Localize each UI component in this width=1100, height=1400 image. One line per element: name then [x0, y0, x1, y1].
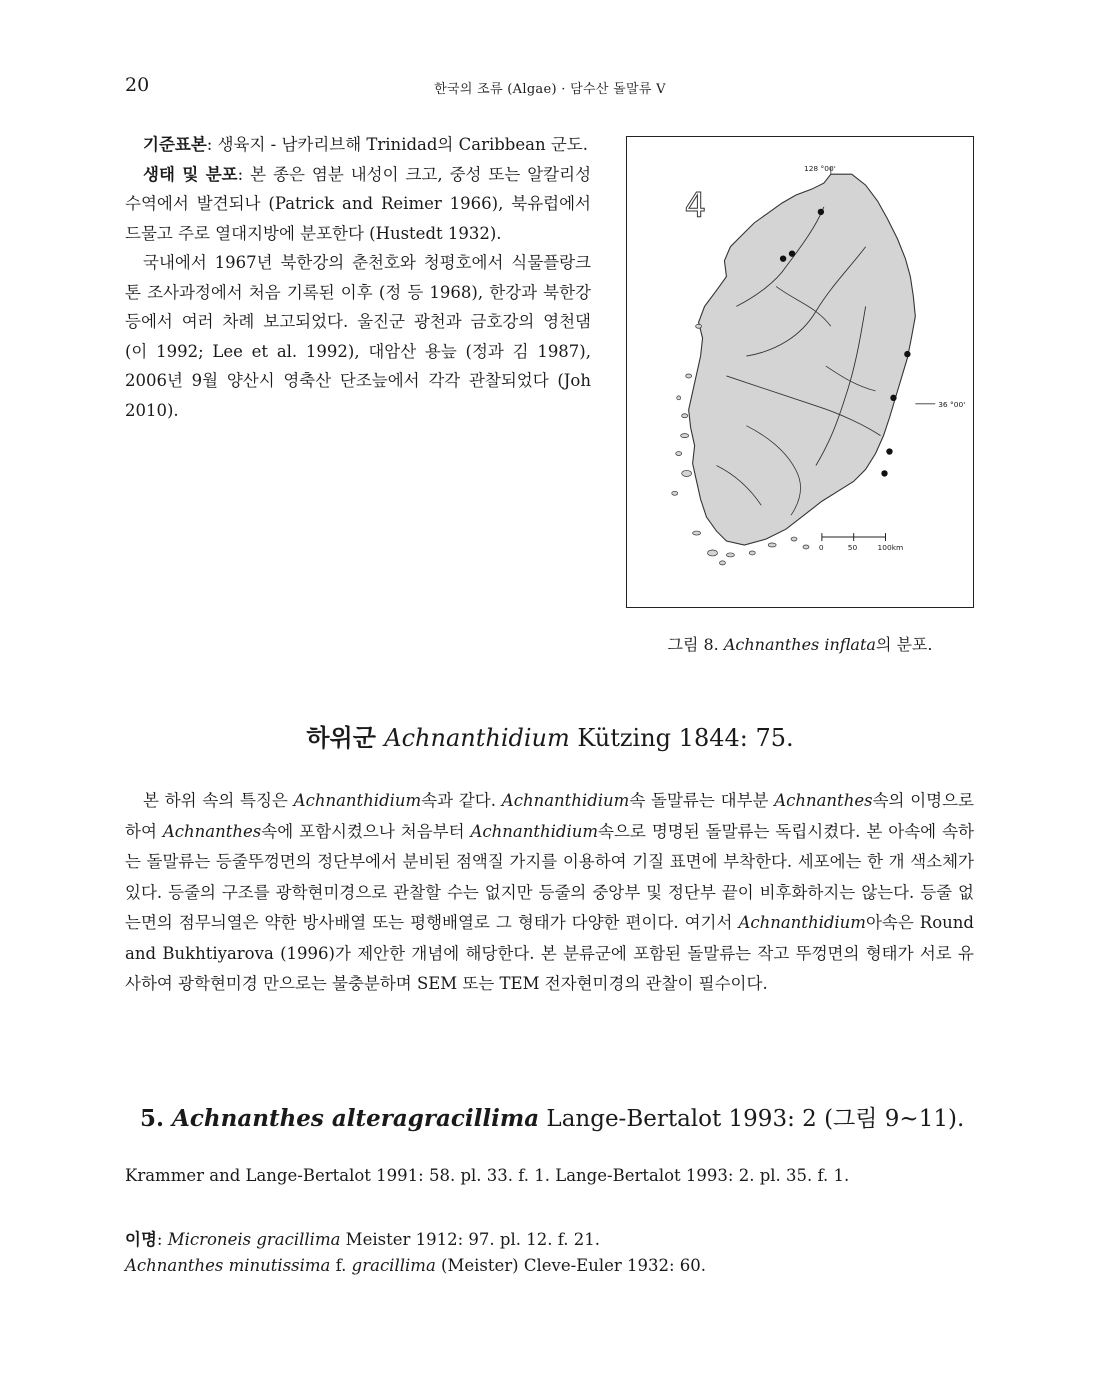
italic-taxon: Achnanthes	[774, 791, 873, 810]
panel-number: 4	[684, 185, 707, 225]
scale-label-0: 0	[818, 542, 824, 552]
synonym-1-name: Microneis gracillima	[167, 1230, 341, 1249]
body-text-run: 속에 포함시켰으나 처음부터	[261, 821, 471, 841]
map-scale-bar	[819, 533, 903, 552]
figure-caption	[626, 632, 974, 655]
body-text-run: 아속은 Round and Bukhtiyarova (1996)가 제안한 개념에 해당한다. 본 분류군에 포함된 돌말류는 작고 뚜껑면의 형태가 서로 유사하여 광학현미경 만으로는 불충분하며 SEM 또는 TEM 전자현미경의 관찰이 필수이다.	[125, 913, 974, 993]
record-site-6	[886, 448, 892, 454]
type-text: : 생육지 - 남카리브해 Trinidad의 Caribbean 군도.	[206, 135, 588, 154]
type-label: 기준표본	[143, 135, 207, 154]
island	[719, 561, 725, 565]
synonym-2-name: Achnanthes minutissima	[125, 1256, 331, 1275]
species-heading	[140, 1100, 964, 1133]
island	[768, 543, 776, 547]
island	[686, 374, 692, 378]
italic-taxon: Achnanthidium	[293, 791, 422, 810]
type-specimen-paragraph	[125, 130, 591, 160]
synonym-1-authority: Meister 1912: 97. pl. 12. f. 21.	[340, 1230, 600, 1249]
distribution-map	[626, 136, 974, 608]
island	[749, 551, 755, 555]
island	[676, 452, 682, 456]
island	[696, 324, 702, 328]
left-column	[125, 130, 591, 425]
body-text-run: 속으로 명명된 돌말류는 독립시켰다. 본 아속에 속하는 돌말류는 등줄뚜껑면의 정단부에서 분비된 점액질 가지를 이용하여 기질 표면에 부착한다. 세포에는 한 개 색소체가 있다. 등줄의 구조를 광학현미경으로 관찰할 수는 없지만 등줄의 중앙부 및 정단부 끝이 비후화하지는 않는다. 등줄 없는면의 점무늬열은 약한 방사배열 또는 평행배열로 그 형태가 다양한 편이다. 여기서	[125, 821, 974, 932]
species-number: 5.	[140, 1105, 173, 1132]
section-heading	[0, 718, 1100, 753]
body-text-run: 속의 이명으로 하여	[125, 791, 974, 841]
island	[672, 491, 678, 495]
section-rank: 하위군	[306, 723, 385, 752]
longitude-label: 128 °00'	[803, 164, 836, 174]
record-site-2	[789, 251, 795, 257]
species-authority: Lange-Bertalot 1993: 2 (그림 9~11).	[539, 1106, 965, 1132]
island	[726, 553, 734, 557]
island	[682, 470, 692, 476]
running-title: 한국의 조류 (Algae) · 담수산 돌말류 V	[434, 82, 666, 97]
body-text-run: 속과 같다.	[421, 791, 502, 810]
section-authority: Kützing 1844: 75.	[569, 724, 794, 752]
ecology-text: : 본 종은 염분 내성이 크고, 중성 또는 알칼리성 수역에서 발견되나 (Patrick and Reimer 1966), 북유럽에서 드물고 주로 열대지방에 분포한다 (Hustedt 1932).	[125, 164, 592, 243]
caption-prefix: 그림 8.	[667, 635, 724, 654]
synonym-label: 이명	[125, 1230, 157, 1249]
record-site-1	[818, 209, 824, 215]
island	[677, 396, 681, 400]
synonym-line-1	[125, 1226, 600, 1250]
record-site-5	[890, 395, 896, 401]
island	[693, 531, 701, 535]
section-genus: Achnanthidium	[384, 724, 570, 752]
island	[708, 550, 718, 556]
italic-taxon: Achnanthidium	[501, 791, 630, 810]
island	[681, 434, 689, 438]
species-references: Krammer and Lange-Bertalot 1991: 58. pl. 33. f. 1. Lange-Bertalot 1993: 2. pl. 35. f. 1.	[125, 1166, 850, 1185]
ecology-label: 생태 및 분포	[143, 164, 238, 184]
scale-label-100km: 100km	[877, 542, 904, 552]
section-body	[125, 786, 974, 1000]
body-text-run: 본 하위 속의 특징은	[143, 791, 294, 810]
island	[682, 414, 688, 418]
italic-taxon: Achnanthidium	[470, 821, 599, 841]
body-text-run: 속 돌말류는 대부분	[629, 791, 775, 810]
scale-label-50: 50	[847, 542, 858, 552]
korea-distribution-paragraph: 국내에서 1967년 북한강의 춘천호와 청평호에서 식물플랑크톤 조사과정에서 처음 기록된 이후 (정 등 1968), 한강과 북한강 등에서 여러 차례 보고되었다. 울진군 광천과 금호강의 영천댐 (이 1992; Lee et al. 1992), 대암산 용늪 (정과 김 1987), 2006년 9월 양산시 영축산 단조늪에서 각각 관찰되었다 (Joh 2010).	[125, 253, 591, 420]
synonym-2-authority: (Meister) Cleve-Euler 1932: 60.	[435, 1256, 707, 1275]
italic-taxon: Achnanthes	[162, 821, 262, 841]
page-number: 20	[125, 74, 150, 96]
synonym-2-form: gracillima	[351, 1256, 436, 1275]
caption-species: Achnanthes inflata	[723, 635, 876, 654]
island	[803, 545, 809, 549]
island	[791, 537, 797, 541]
species-name: Achnanthes alteragracillima	[172, 1105, 540, 1132]
ecology-paragraph	[125, 160, 591, 249]
synonym-2-rank: f.	[330, 1256, 352, 1275]
record-site-3	[780, 255, 786, 261]
record-site-7	[881, 470, 887, 476]
map-svg	[627, 137, 973, 607]
land-mass	[689, 174, 916, 545]
italic-taxon: Achnanthidium	[738, 913, 866, 932]
caption-suffix: 의 분포.	[875, 635, 933, 654]
synonym-line-2	[125, 1256, 706, 1275]
latitude-label: 36 °00'	[938, 399, 966, 409]
synonym-separator: :	[156, 1230, 168, 1249]
record-site-4	[904, 351, 910, 357]
